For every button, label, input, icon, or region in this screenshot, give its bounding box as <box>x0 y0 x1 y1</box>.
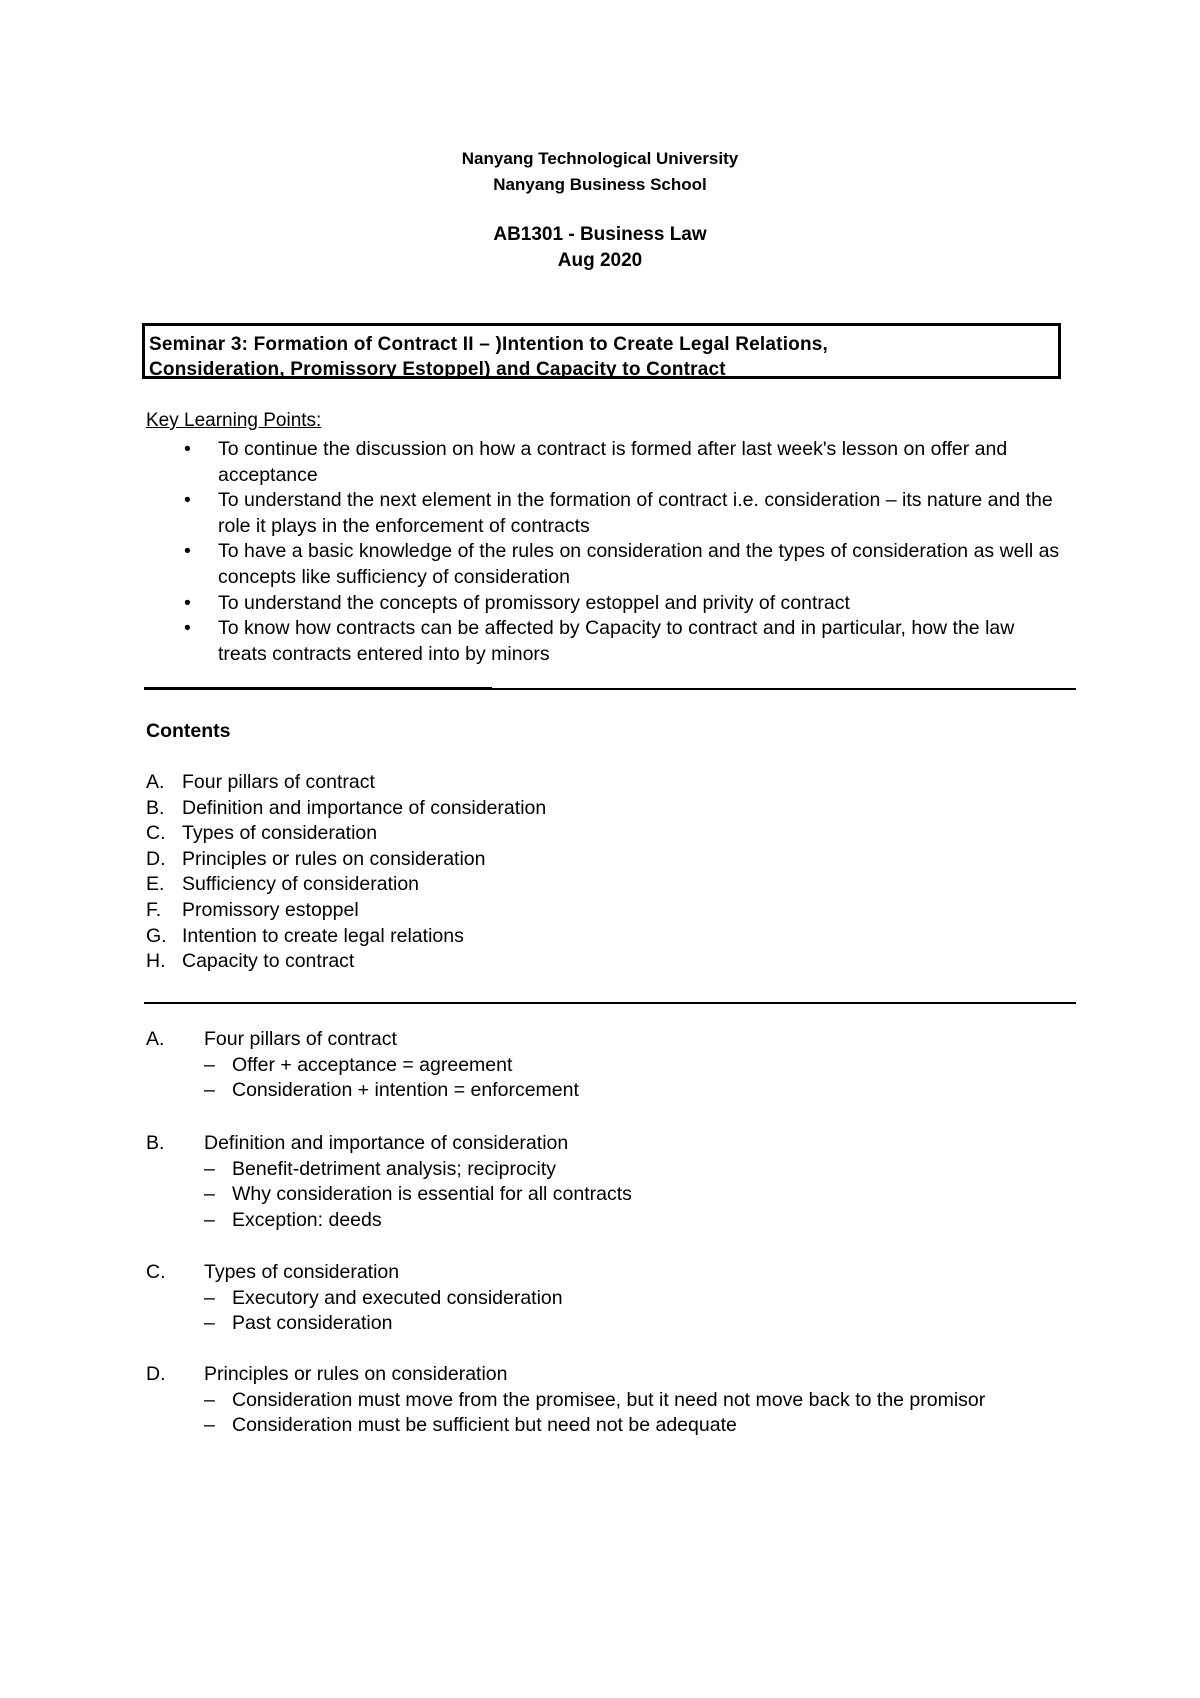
section-points <box>146 1286 1052 1337</box>
list-item-text: To understand the next element in the formation of contract i.e. consideration – its nature and the role it plays in the enforcement of contracts <box>218 489 1053 537</box>
contents-text: Definition and importance of consideration <box>182 796 547 819</box>
contents-letter: A. <box>146 771 165 793</box>
section-heading <box>146 1260 1052 1286</box>
list-item <box>146 1157 1052 1183</box>
section-points <box>146 1388 1052 1439</box>
course-title: AB1301 - Business Law <box>493 224 707 245</box>
contents-item <box>146 770 546 796</box>
contents-text: Four pillars of contract <box>182 771 375 793</box>
list-item <box>146 1388 1052 1414</box>
list-item-text: Benefit-detriment analysis; reciprocity <box>232 1157 557 1180</box>
bullet-icon: • <box>184 540 191 563</box>
university-name: Nanyang Technological University <box>461 149 739 168</box>
dash-icon: – <box>204 1183 215 1206</box>
bullet-icon: • <box>184 617 191 640</box>
list-item-text: Consideration must be sufficient but need not be adequate <box>232 1414 737 1437</box>
section-heading <box>146 1131 1052 1157</box>
list-item-text: Consideration + intention = enforcement <box>232 1079 579 1102</box>
school-name: Nanyang Business School <box>493 175 707 194</box>
key-learning-points-list <box>146 437 1066 667</box>
bullet-icon: • <box>184 438 191 460</box>
list-item <box>146 488 1066 539</box>
list-item-text: Executory and executed consideration <box>232 1286 563 1309</box>
contents-letter: D. <box>146 847 166 870</box>
contents-letter: H. <box>146 950 166 973</box>
list-item <box>146 437 1066 488</box>
course-term: Aug 2020 <box>557 250 643 271</box>
dash-icon: – <box>204 1079 215 1102</box>
list-item-text: To have a basic knowledge of the rules on consideration and the types of consideration as well as concepts like sufficiency of consideration <box>218 540 1060 588</box>
contents-list <box>146 770 546 975</box>
dash-icon: – <box>204 1414 215 1437</box>
contents-text: Intention to create legal relations <box>182 924 464 947</box>
section-divider <box>144 688 1076 690</box>
contents-letter: G. <box>146 924 167 947</box>
list-item <box>146 1053 1052 1079</box>
section-title: Definition and importance of consideration <box>204 1132 569 1154</box>
section-divider <box>144 1002 1076 1004</box>
contents-item <box>146 898 546 924</box>
list-item <box>146 1413 1052 1439</box>
section-points <box>146 1157 1052 1234</box>
list-item <box>146 1311 1052 1337</box>
seminar-title-line-1: Seminar 3: Formation of Contract II – )Intention to Create Legal Relations, <box>149 334 829 355</box>
section-letter: B. <box>146 1132 165 1154</box>
list-item <box>146 1286 1052 1312</box>
list-item-text: Exception: deeds <box>232 1208 382 1231</box>
contents-text: Principles or rules on consideration <box>182 847 486 870</box>
list-item-text: Consideration must move from the promisee, but it need not move back to the promisor <box>232 1388 986 1411</box>
contents-letter: C. <box>146 822 166 845</box>
list-item <box>146 539 1066 590</box>
section-heading <box>146 1027 1052 1053</box>
bullet-icon: • <box>184 489 191 512</box>
contents-item <box>146 924 546 950</box>
dash-icon: – <box>204 1157 215 1180</box>
contents-text: Types of consideration <box>182 822 378 845</box>
list-item-text: Offer + acceptance = agreement <box>232 1053 513 1076</box>
contents-item <box>146 949 546 975</box>
list-item <box>146 1208 1052 1234</box>
dash-icon: – <box>204 1388 215 1411</box>
contents-text: Promissory estoppel <box>182 898 359 921</box>
section-letter: D. <box>146 1363 166 1385</box>
contents-item <box>146 872 546 898</box>
contents-letter: E. <box>146 873 165 896</box>
seminar-title-line-2: Consideration, Promissory Estoppel) and Capacity to Contract <box>149 359 726 380</box>
key-learning-points-heading: Key Learning Points: <box>146 410 322 431</box>
dash-icon: – <box>204 1286 215 1309</box>
section-title: Four pillars of contract <box>204 1028 397 1050</box>
section-a <box>146 1027 1052 1104</box>
section-letter: C. <box>146 1261 166 1283</box>
dash-icon: – <box>204 1208 215 1231</box>
list-item-text: To know how contracts can be affected by Capacity to contract and in particular, how the law treats contracts entered into by minors <box>218 617 1015 665</box>
list-item-text: Past consideration <box>232 1312 393 1335</box>
contents-item <box>146 796 546 822</box>
section-c <box>146 1260 1052 1337</box>
list-item-text: Why consideration is essential for all contracts <box>232 1183 632 1206</box>
list-item-text: To continue the discussion on how a contract is formed after last week's lesson on offer and acceptance <box>218 438 1008 486</box>
contents-text: Capacity to contract <box>182 950 355 973</box>
list-item <box>146 1078 1052 1104</box>
contents-item <box>146 847 546 873</box>
section-d <box>146 1362 1052 1439</box>
seminar-title-box <box>142 323 1061 379</box>
contents-letter: B. <box>146 796 165 819</box>
section-points <box>146 1053 1052 1104</box>
contents-item <box>146 821 546 847</box>
contents-letter: F. <box>146 898 162 921</box>
list-item-text: To understand the concepts of promissory estoppel and privity of contract <box>218 591 850 614</box>
section-title: Principles or rules on consideration <box>204 1363 508 1385</box>
list-item <box>146 591 1066 617</box>
section-heading <box>146 1362 1052 1388</box>
list-item <box>146 616 1066 667</box>
section-title: Types of consideration <box>204 1261 400 1283</box>
bullet-icon: • <box>184 591 191 614</box>
contents-heading: Contents <box>146 720 231 742</box>
list-item <box>146 1182 1052 1208</box>
section-letter: A. <box>146 1028 165 1050</box>
dash-icon: – <box>204 1312 215 1335</box>
dash-icon: – <box>204 1053 215 1076</box>
section-b <box>146 1131 1052 1233</box>
contents-text: Sufficiency of consideration <box>182 873 420 896</box>
